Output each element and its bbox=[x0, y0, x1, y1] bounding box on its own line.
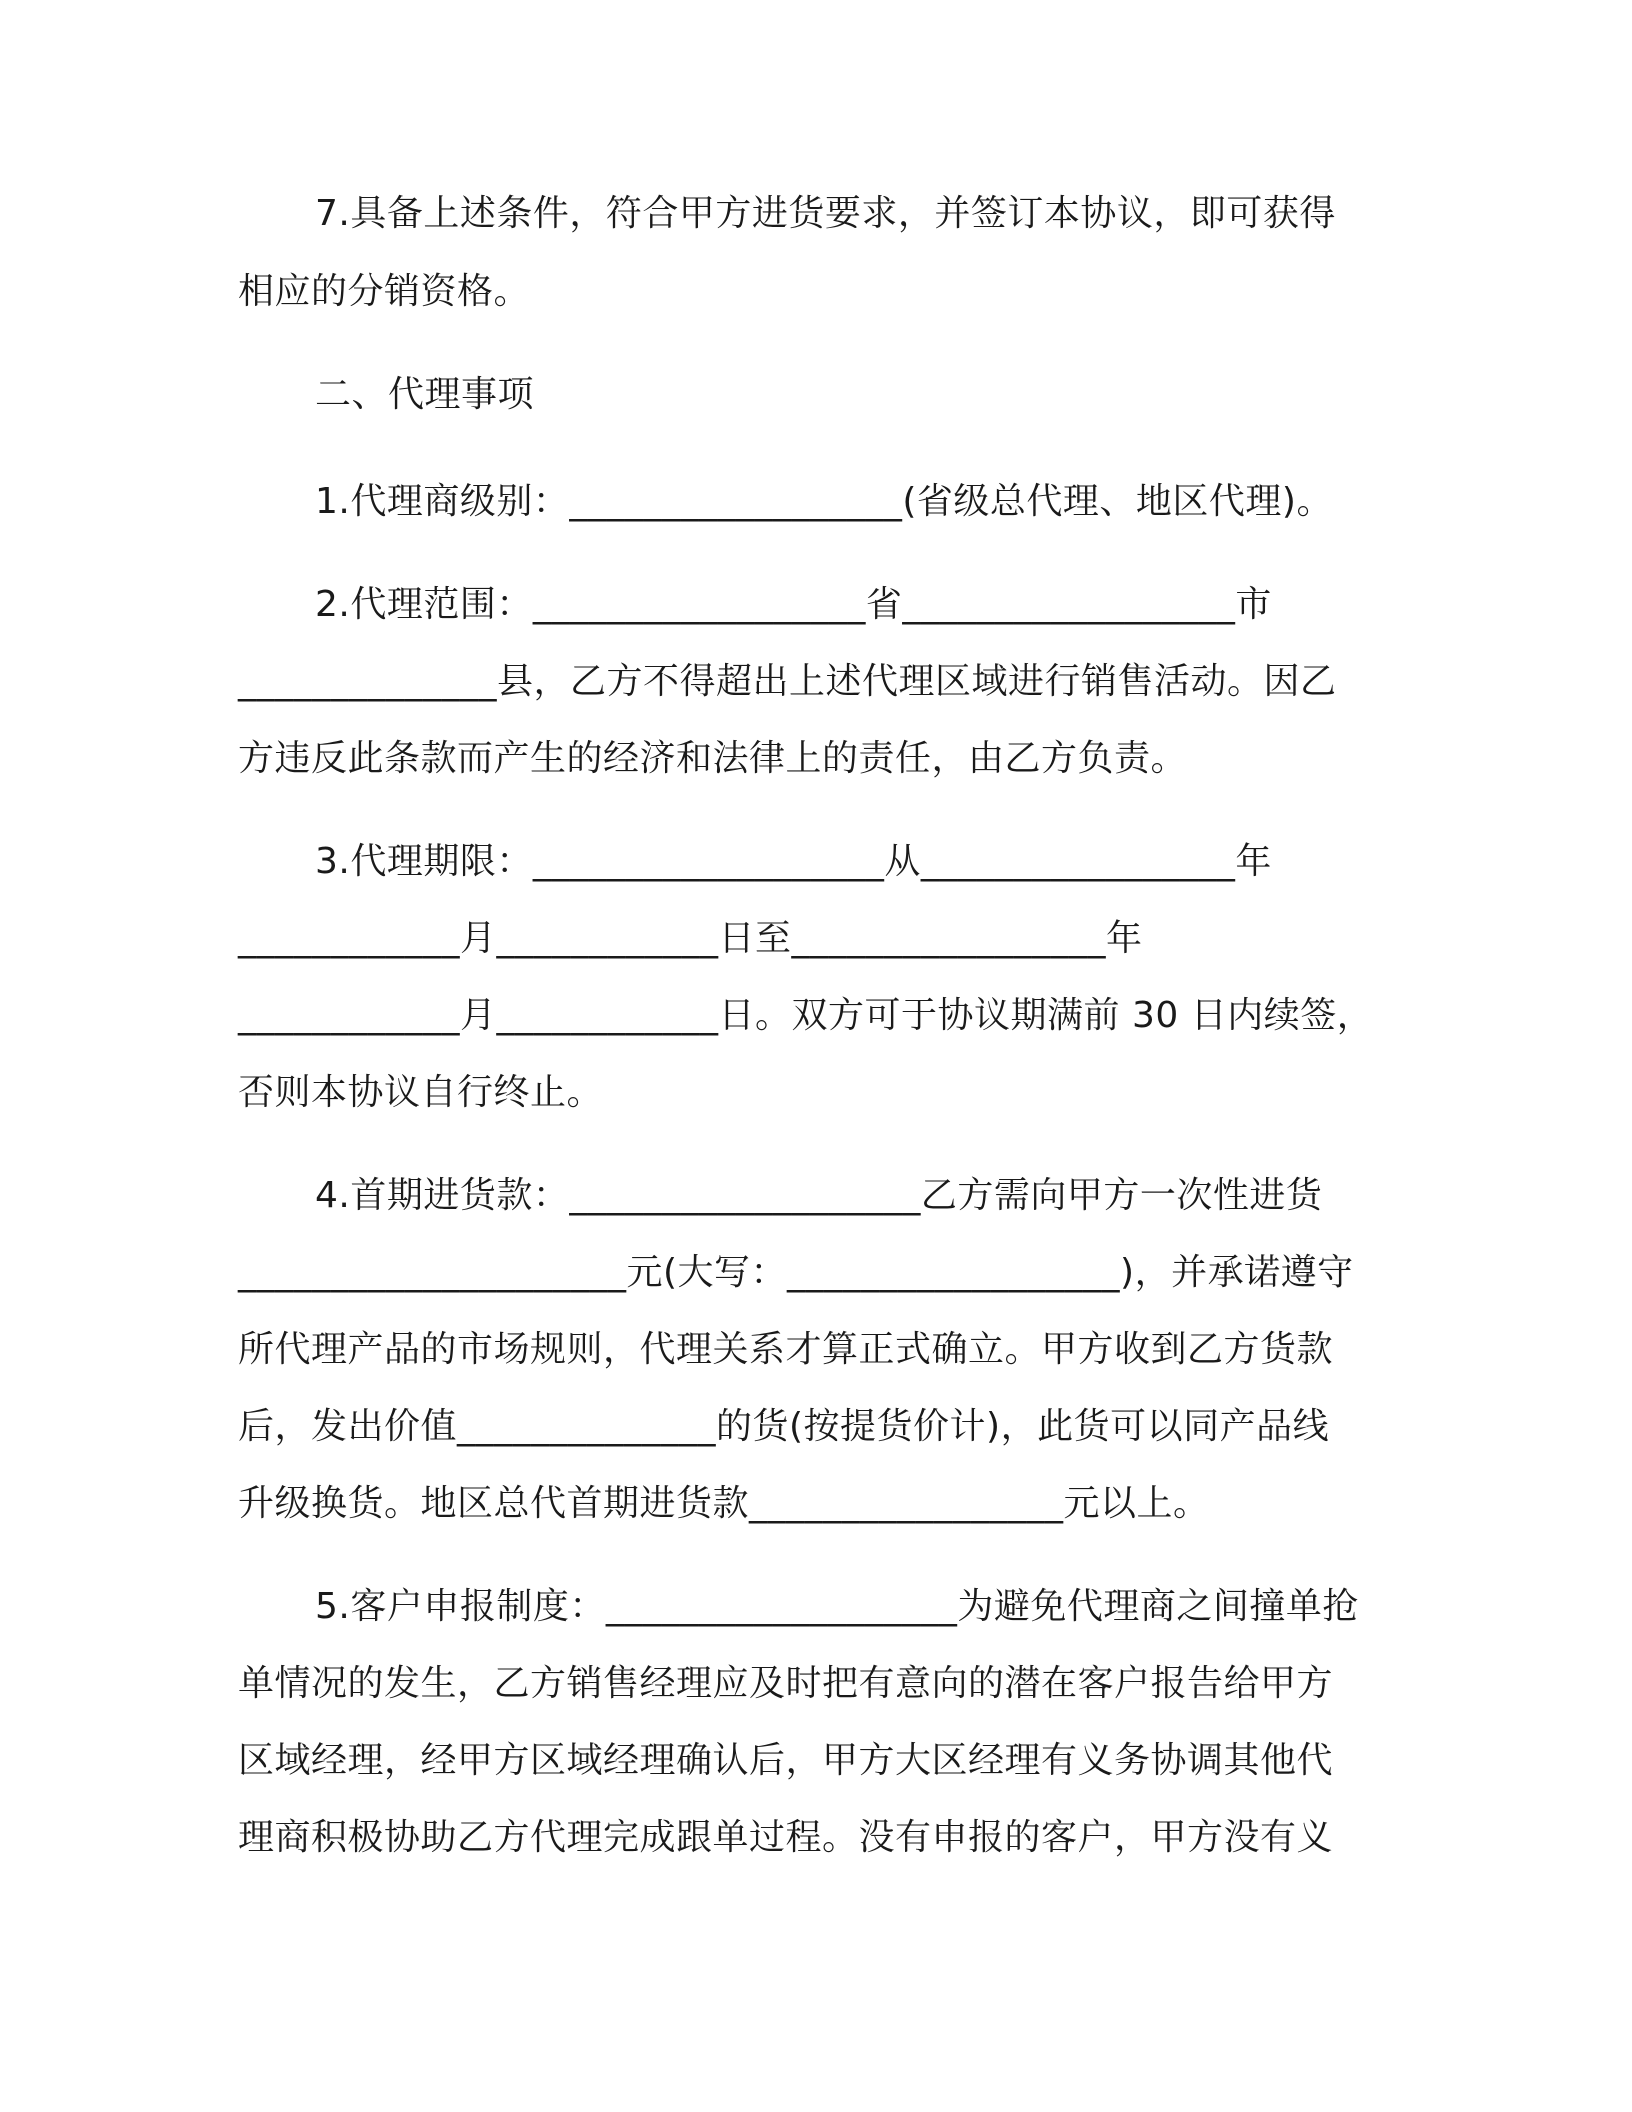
clause-2-line-2: ______________县，乙方不得超出上述代理区域进行销售活动。因乙 bbox=[238, 661, 1337, 702]
clause-3-line-3: ____________月____________日。双方可于协议期满前 30 日内续签， bbox=[238, 995, 1374, 1036]
clause-5-line-2: 单情况的发生，乙方销售经理应及时把有意向的潜在客户报告给甲方 bbox=[238, 1663, 1334, 1704]
clause-4-line-5: 升级换货。地区总代首期进货款_________________元以上。 bbox=[238, 1483, 1210, 1524]
clause-3-line-1: 3.代理期限：___________________从_________________年 bbox=[315, 841, 1272, 882]
clause-2-line-1: 2.代理范围：__________________省__________________市 bbox=[315, 584, 1272, 625]
clause-5-line-4: 理商积极协助乙方代理完成跟单过程。没有申报的客户，甲方没有义 bbox=[238, 1817, 1334, 1858]
clause-3-line-4: 否则本协议自行终止。 bbox=[238, 1072, 604, 1113]
clause-4-line-3: 所代理产品的市场规则，代理关系才算正式确立。甲方收到乙方货款 bbox=[238, 1329, 1334, 1370]
clause-4-line-2: _____________________元(大写：__________________)，并承诺遵守 bbox=[238, 1252, 1354, 1293]
clause-7-line-2: 相应的分销资格。 bbox=[238, 271, 531, 312]
clause-5-line-1: 5.客户申报制度：___________________为避免代理商之间撞单抢 bbox=[315, 1586, 1359, 1627]
clause-3-line-2: ____________月____________日至_________________年 bbox=[238, 918, 1143, 959]
clause-7-line-1: 7.具备上述条件，符合甲方进货要求，并签订本协议，即可获得 bbox=[315, 193, 1336, 234]
clause-5-line-3: 区域经理，经甲方区域经理确认后，甲方大区经理有义务协调其他代 bbox=[238, 1740, 1334, 1781]
clause-2-line-3: 方违反此条款而产生的经济和法律上的责任，由乙方负责。 bbox=[238, 738, 1188, 779]
clause-4-line-1: 4.首期进货款：___________________乙方需向甲方一次性进货 bbox=[315, 1175, 1323, 1216]
clause-4-line-4: 后，发出价值______________的货(按提货价计)，此货可以同产品线 bbox=[238, 1406, 1330, 1447]
clause-1-agent-level: 1.代理商级别：__________________(省级总代理、地区代理)。 bbox=[315, 481, 1333, 522]
section-heading-agency-matters: 二、代理事项 bbox=[315, 374, 535, 415]
